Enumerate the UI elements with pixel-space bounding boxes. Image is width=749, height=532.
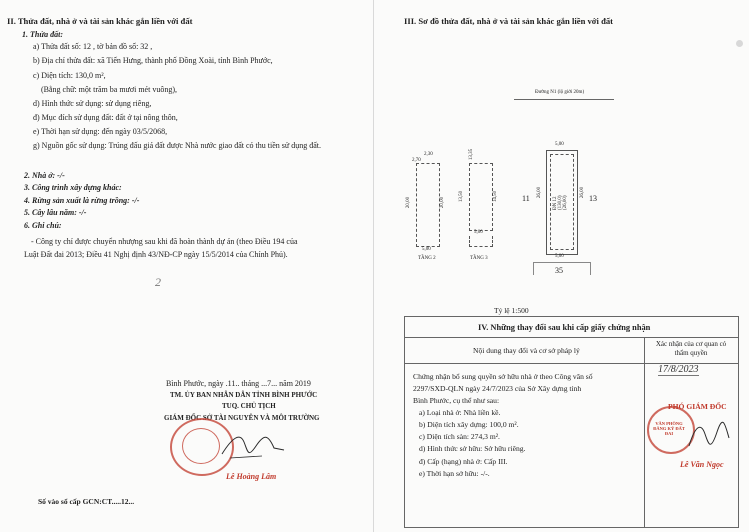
land-item: d) Hình thức sử dụng: sử dụng riêng, bbox=[33, 99, 152, 108]
handwritten-mark: 2 bbox=[155, 275, 161, 289]
floor2-top-dim-2: 2,70 bbox=[412, 158, 421, 163]
register-number: Số vào sổ cấp GCN:CT.....12... bbox=[38, 497, 135, 506]
section-iii-title: III. Sơ đồ thửa đất, nhà ở và tài sản khác gắn liền với đất bbox=[404, 16, 614, 26]
floor3-bottom-dim: 5,00 bbox=[474, 230, 483, 235]
main-plot-label: ĐN 12 (130,0) (26,00) bbox=[553, 195, 568, 210]
floor3-top-dim: 13,35 bbox=[469, 148, 475, 161]
neighbor-35: 35 bbox=[555, 266, 563, 275]
table-header-line bbox=[404, 337, 738, 338]
construction-item: 3. Công trình xây dựng khác: bbox=[24, 183, 122, 192]
change-line: e) Thời hạn sở hữu: -/-. bbox=[419, 469, 490, 478]
floor2-outline bbox=[416, 163, 440, 247]
floor3-left-dim: 13,50 bbox=[459, 190, 465, 203]
land-item: a) Thửa đất số: 12 , tờ bản đồ số: 32 , bbox=[33, 42, 153, 51]
floor2-top-dim: 2,30 bbox=[424, 152, 433, 157]
change-line: đ) Cấp (hạng) nhà ở: Cấp III. bbox=[419, 457, 508, 466]
confirm-date: 17/8/2023 bbox=[658, 364, 699, 375]
change-line: 2297/SXD-QLN ngày 24/7/2023 của Sở Xây dựng tỉnh bbox=[413, 384, 582, 393]
sign-org-2: TUQ. CHỦ TỊCH bbox=[222, 402, 276, 410]
floor2-label: TẦNG 2 bbox=[418, 256, 436, 261]
floor2-bottom-dim: 5,00 bbox=[422, 247, 431, 252]
main-left-dim: 26,00 bbox=[537, 186, 543, 199]
land-item: b) Địa chỉ thửa đất: xã Tiến Hưng, thành phố Đồng Xoài, tỉnh Bình Phước, bbox=[33, 56, 273, 65]
table-col-divider bbox=[644, 337, 645, 527]
change-line: b) Diện tích xây dựng: 100,0 m². bbox=[419, 420, 519, 429]
changes-title: IV. Những thay đổi sau khi cấp giấy chứng nhận bbox=[478, 323, 651, 332]
perennial-item: 5. Cây lâu năm: -/- bbox=[24, 208, 87, 217]
floor3-right-dim: 14,50 bbox=[493, 190, 499, 203]
main-bottom-dim: 5,00 bbox=[555, 254, 564, 259]
signature-left bbox=[218, 428, 288, 462]
confirm-title: PHÓ GIÁM ĐỐC bbox=[668, 402, 727, 411]
forest-item: 4. Rừng sản xuất là rừng trồng: -/- bbox=[24, 196, 140, 205]
land-item: e) Thời hạn sử dụng: đến ngày 03/5/2068, bbox=[33, 127, 168, 136]
col2-header: Xác nhận của cơ quan có thẩm quyền bbox=[655, 340, 727, 357]
sign-org-1: TM. ỦY BAN NHÂN DÂN TỈNH BÌNH PHƯỚC bbox=[170, 391, 318, 399]
road-line bbox=[514, 99, 614, 100]
note-heading: 6. Ghi chú: bbox=[24, 221, 62, 230]
floor3-outline bbox=[469, 163, 493, 231]
main-right-dim: 26,00 bbox=[580, 186, 586, 199]
main-top-dim: 5,00 bbox=[555, 142, 564, 147]
punch-hole bbox=[736, 40, 743, 47]
land-item: (Bằng chữ: một trăm ba mươi mét vuông), bbox=[41, 85, 177, 94]
land-item: g) Nguồn gốc sử dụng: Trúng đấu giá đất được Nhà nước giao đất có thu tiền sử dụng đất. bbox=[33, 141, 321, 150]
fold-line bbox=[373, 0, 374, 532]
neighbor-13: 13 bbox=[589, 194, 597, 203]
floor3-bottom-area bbox=[469, 236, 493, 247]
confirm-signer: Lê Văn Ngọc bbox=[680, 460, 724, 469]
change-line: Bình Phước, cụ thể như sau: bbox=[413, 396, 500, 405]
section-ii-title: II. Thửa đất, nhà ở và tài sản khác gắn liền với đất bbox=[7, 16, 193, 26]
signer-name-left: Lê Hoàng Lâm bbox=[226, 472, 277, 481]
change-line: d) Hình thức sở hữu: Sở hữu riêng. bbox=[419, 444, 526, 453]
scale-label: Tỷ lệ 1:500 bbox=[494, 306, 529, 315]
change-line: a) Loại nhà ở: Nhà liền kề. bbox=[419, 408, 501, 417]
road-label: Đường N1 (lộ giới 20m) bbox=[535, 90, 585, 95]
col1-header: Nội dung thay đổi và cơ sở pháp lý bbox=[473, 346, 580, 355]
change-line: Chứng nhận bổ sung quyền sở hữu nhà ở theo Công văn số bbox=[413, 372, 593, 381]
sign-date: Bình Phước, ngày .11.. tháng ...7... năm 2019 bbox=[166, 379, 311, 388]
land-item: đ) Mục đích sử dụng đất: đất ở tại nông thôn, bbox=[33, 113, 178, 122]
neighbor-11: 11 bbox=[522, 194, 530, 203]
official-seal-left-inner bbox=[182, 428, 220, 464]
land-item: c) Diện tích: 130,0 m², bbox=[33, 71, 106, 80]
sign-org-3: GIÁM ĐỐC SỞ TÀI NGUYÊN VÀ MÔI TRƯỜNG bbox=[164, 414, 320, 422]
floor2-right-dim: 20,00 bbox=[440, 196, 446, 209]
stamp-text: VĂN PHÒNG ĐĂNG KÝ ĐẤT ĐAI bbox=[653, 421, 685, 436]
change-line: c) Diện tích sàn: 274,3 m². bbox=[419, 432, 500, 441]
house-item: 2. Nhà ở: -/- bbox=[24, 171, 65, 180]
floor3-label: TẦNG 3 bbox=[470, 256, 488, 261]
note-line: - Công ty chỉ được chuyển nhượng sau khi đã hoàn thành dự án (theo Điều 194 của bbox=[31, 237, 298, 246]
signature-right bbox=[685, 418, 733, 454]
floor2-left-dim: 20,00 bbox=[406, 196, 412, 209]
note-line: Luật Đất đai 2013; Điều 41 Nghị định 43/NĐ-CP ngày 15/5/2014 của Chính Phủ). bbox=[24, 250, 288, 259]
land-heading: 1. Thửa đất: bbox=[22, 30, 64, 39]
